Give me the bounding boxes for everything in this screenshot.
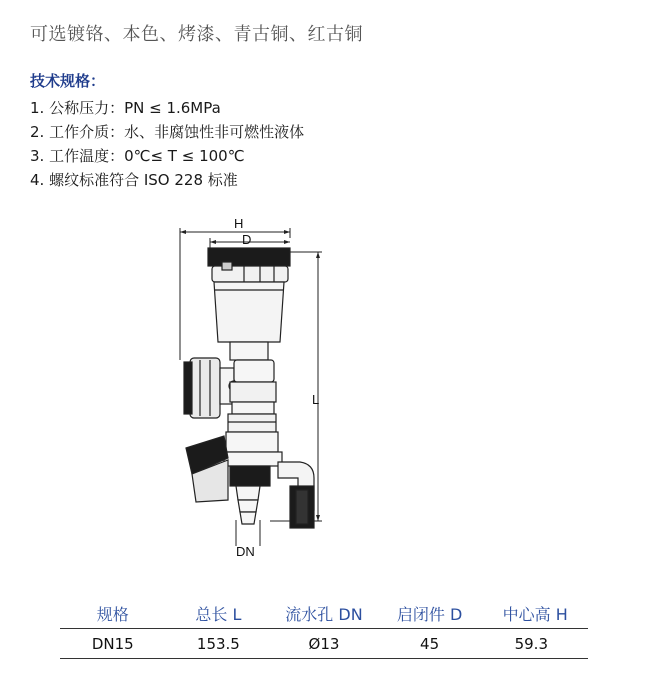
dimension-label-d: D <box>242 232 252 247</box>
column-header-bore: 流水孔 DN <box>271 598 377 629</box>
spec-item-pressure: 1. 公称压力：PN ≤ 1.6MPa <box>30 99 221 117</box>
spec-table <box>60 598 588 659</box>
column-header-height: 中心高 H <box>482 598 588 629</box>
cell-length: 153.5 <box>166 629 272 659</box>
dimension-label-h: H <box>234 216 244 231</box>
column-header-model: 规格 <box>60 598 166 629</box>
column-header-length: 总长 L <box>166 598 272 629</box>
spec-item-medium: 2. 工作介质：水、非腐蚀性非可燃性液体 <box>30 123 305 141</box>
dimension-label-dn: DN <box>236 544 255 559</box>
valve-technical-drawing <box>150 210 350 560</box>
column-header-closure: 启闭件 D <box>377 598 483 629</box>
cell-bore: Ø13 <box>271 629 377 659</box>
spec-heading: 技术规格： <box>30 72 106 90</box>
cell-model: DN15 <box>60 629 166 659</box>
spec-item-temperature: 3. 工作温度：0℃≤ T ≤ 100℃ <box>30 147 245 165</box>
finish-options-text: 可选镀铬、本色、烤漆、青古铜、红古铜 <box>30 24 363 45</box>
dimension-label-l: L <box>312 392 320 407</box>
cell-closure: 45 <box>377 629 483 659</box>
table-header-row <box>60 598 588 629</box>
cell-height: 59.3 <box>482 629 588 659</box>
spec-list <box>30 96 304 192</box>
table-row <box>60 629 588 659</box>
valve-body <box>184 248 314 528</box>
spec-item-thread-standard: 4. 螺纹标准符合 ISO 228 标准 <box>30 171 238 189</box>
